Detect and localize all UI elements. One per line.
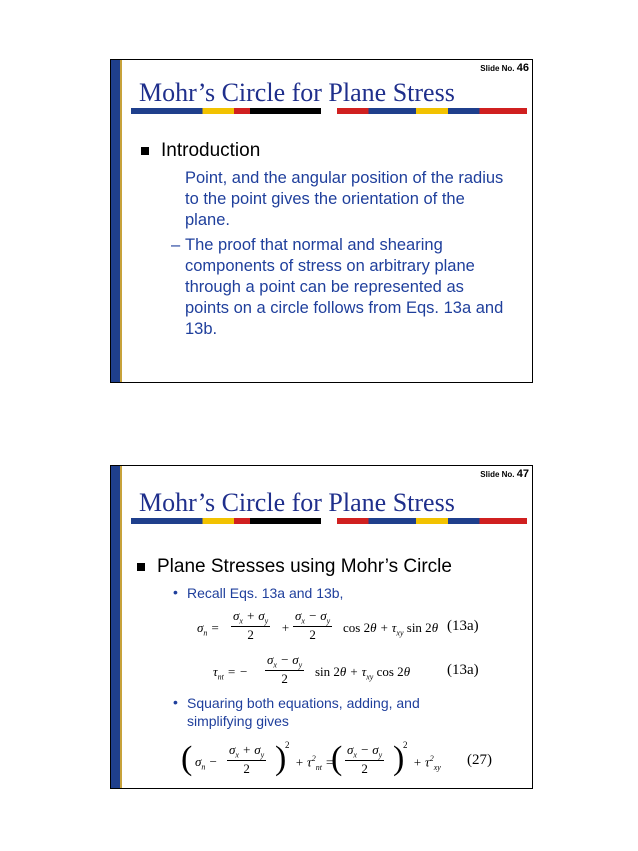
bullet-text: Introduction (161, 140, 261, 161)
slide-content (137, 556, 522, 784)
bullet-plane-stresses (137, 556, 522, 578)
slide-number-label: Slide No. (480, 64, 515, 73)
equation-label: (13a) (447, 662, 479, 678)
point-paragraph: Point, and the angular position of the radius to the point gives the orientation of the plane. (185, 169, 504, 229)
bullet-introduction (141, 140, 522, 162)
dot-bullet-icon: • (173, 584, 178, 600)
dot-bullet-icon: • (173, 694, 178, 710)
equation-label: (27) (467, 752, 492, 768)
slide-number-value: 46 (516, 62, 529, 74)
slide-47 (110, 465, 533, 789)
equation-label: (13a) (447, 618, 479, 634)
dash-item (171, 235, 506, 340)
slide-left-bar (111, 466, 120, 788)
square-bullet-icon (137, 563, 145, 571)
sub-bullet-text: Recall Eqs. 13a and 13b, (187, 585, 344, 601)
slide-number-value: 47 (516, 468, 529, 480)
slide-content (141, 140, 522, 340)
slide-title: Mohr’s Circle for Plane Stress (139, 78, 455, 107)
sub-bullet-recall (173, 584, 522, 602)
sub-bullet-squaring (173, 694, 433, 730)
square-bullet-icon (141, 147, 149, 155)
slide-number (480, 468, 529, 480)
slide-left-bar (111, 60, 120, 382)
equation-27: ( $\sigma_n$ − $\frac{\sigma_x + \sigma_y}{2}$ ) 2 + $\tau^2_{nt}$ = ( $\frac{\sigma_x - \sigma_y}{2}$ ) 2 + $\tau^2_{xy}$ (27) (181, 740, 492, 777)
equation-13a-normal: $\sigma_n$ = $\frac{\sigma_x + \sigma_y}{2}$ + $\frac{\sigma_x - \sigma_y}{2}$ $\cos 2\theta + \tau_{xy}$ sin 2θ (13a) (197, 608, 479, 642)
bullet-text: Plane Stresses using Mohr’s Circle (157, 556, 452, 577)
title-decorative-stripe (131, 518, 527, 524)
title-decorative-stripe (131, 108, 527, 114)
sub-bullet-text: Squaring both equations, adding, and simplifying gives (187, 695, 420, 729)
dash-item-text: The proof that normal and shearing components of stress on arbitrary plane through a point can be represented as points on a circle follows from Eqs. 13a and 13b. (185, 236, 504, 338)
equation-13a-shear: $\tau_{nt}$ = − $\frac{\sigma_x - \sigma_y}{2}$ $\sin 2\theta + \tau_{xy}$ cos 2θ (13a) (213, 652, 479, 686)
slide-46 (110, 59, 533, 383)
slide-title: Mohr’s Circle for Plane Stress (139, 488, 455, 517)
slide-number (480, 62, 529, 74)
dash-bullet: – (171, 236, 181, 254)
slide-number-label: Slide No. (480, 470, 515, 479)
